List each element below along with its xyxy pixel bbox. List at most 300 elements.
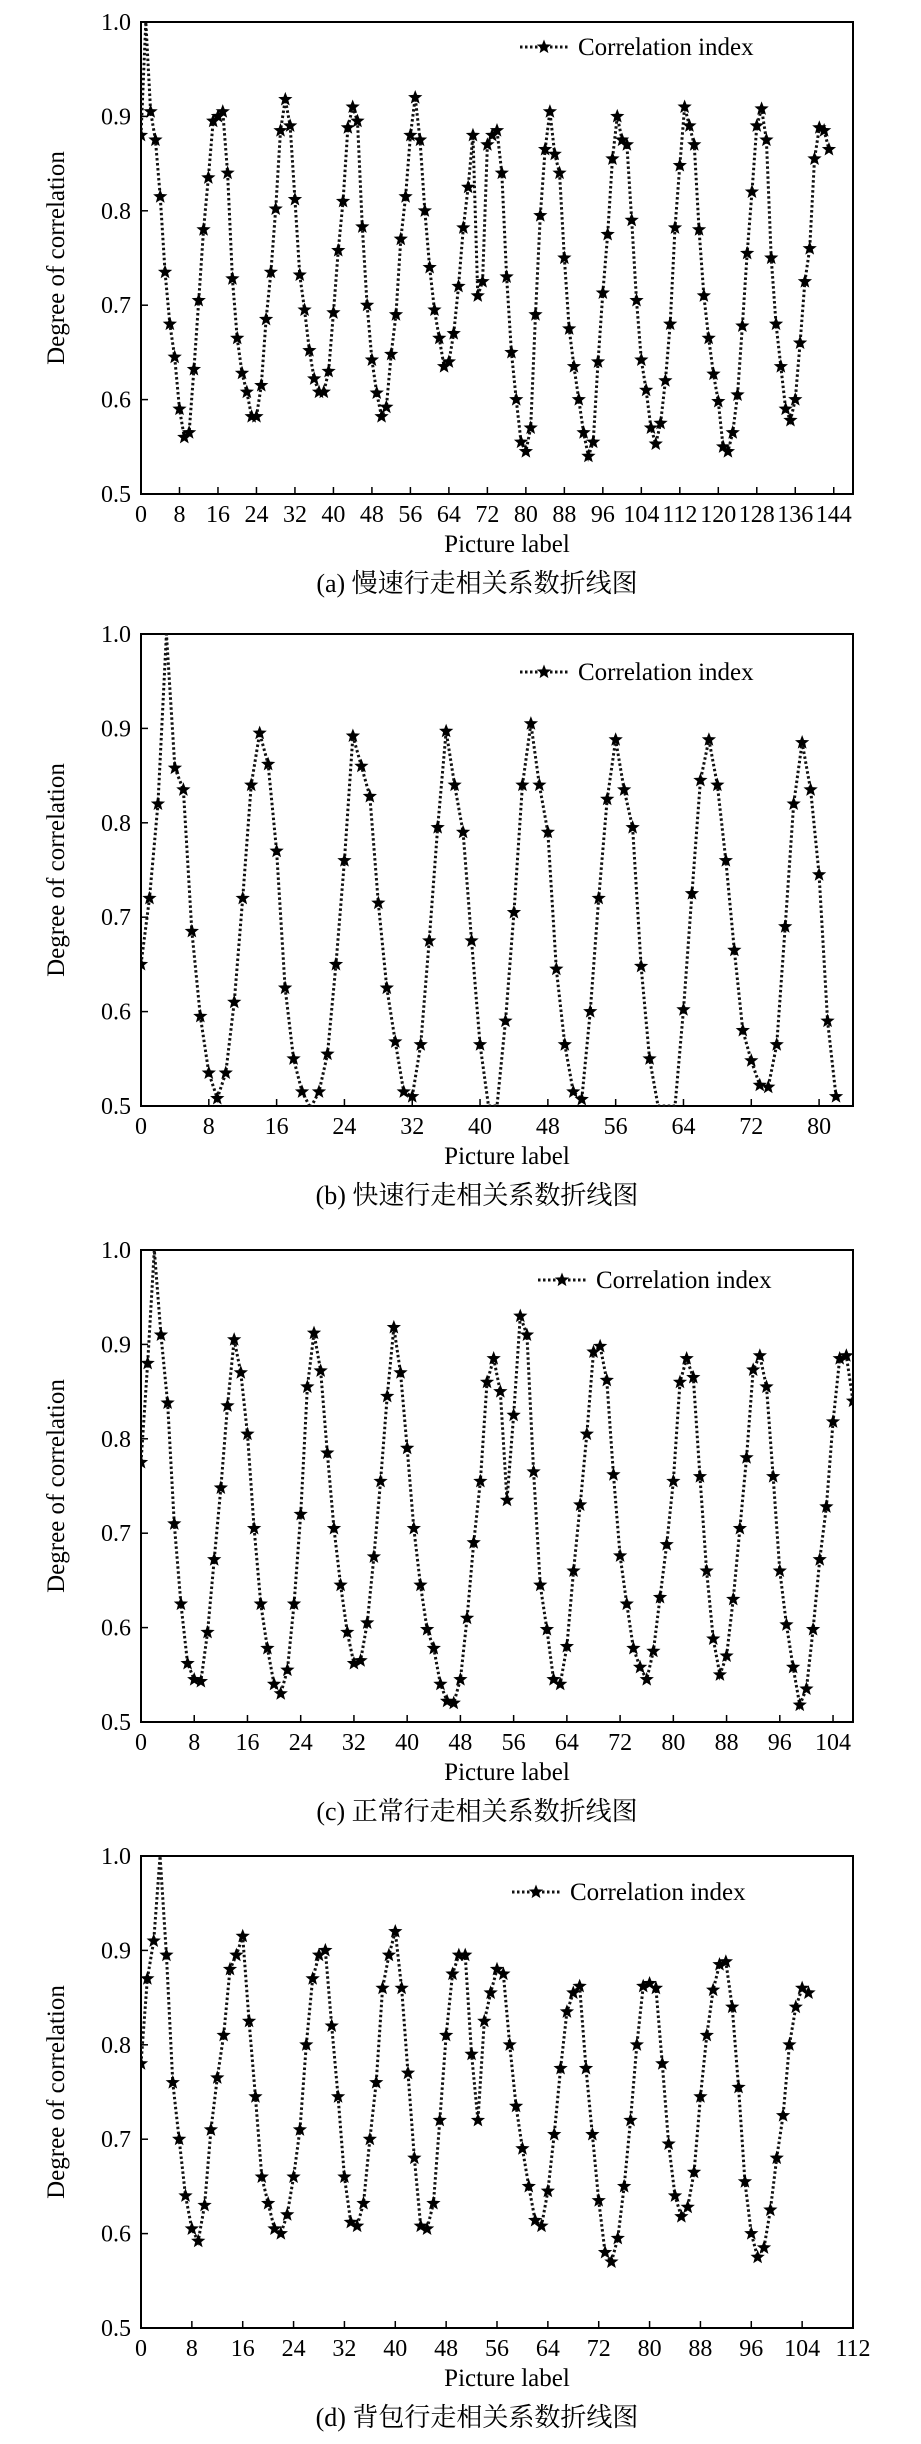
data-point	[453, 1672, 467, 1686]
y-axis-title: Degree of correlation	[43, 151, 70, 365]
y-tick-label: 1.0	[101, 10, 131, 36]
chart-panel-1	[0, 610, 921, 1220]
data-point	[295, 1084, 309, 1098]
data-point	[473, 1474, 487, 1488]
y-axis-title: Degree of correlation	[43, 1985, 70, 2199]
series-line	[141, 1250, 853, 1705]
x-tick-label: 0	[135, 2336, 147, 2362]
data-point	[373, 1474, 387, 1488]
data-point	[646, 1644, 660, 1658]
data-point	[407, 1521, 421, 1535]
data-point	[191, 2234, 205, 2248]
data-point	[471, 2113, 485, 2127]
data-point	[178, 2188, 192, 2202]
data-point	[229, 1948, 243, 1962]
y-tick-label: 0.6	[101, 999, 131, 1026]
data-point	[706, 1631, 720, 1645]
x-tick-label: 72	[475, 502, 500, 528]
x-tick-label: 40	[395, 1730, 420, 1756]
y-tick-label: 0.5	[101, 1094, 131, 1120]
x-tick-label: 112	[662, 502, 698, 528]
y-tick-label: 0.8	[101, 198, 131, 225]
x-tick-label: 48	[434, 2336, 459, 2362]
data-point	[585, 2127, 599, 2141]
legend-star-icon	[529, 1885, 543, 1899]
data-point	[617, 2179, 631, 2193]
x-tick-label: 72	[586, 2336, 611, 2362]
y-tick-label: 0.9	[101, 1938, 131, 1965]
data-point	[380, 981, 394, 995]
x-tick-label: 0	[135, 502, 147, 528]
data-point	[464, 933, 478, 947]
data-point	[180, 1656, 194, 1670]
x-tick-label: 40	[383, 2336, 408, 2362]
data-point	[395, 1981, 409, 1995]
x-tick-label: 8	[188, 1730, 201, 1756]
data-point	[293, 267, 307, 281]
data-point	[766, 1469, 780, 1483]
y-tick-label: 0.8	[101, 1426, 131, 1453]
data-point	[799, 1681, 813, 1695]
legend	[512, 1879, 746, 1906]
data-point	[269, 844, 283, 858]
data-point	[757, 2240, 771, 2254]
data-point	[456, 825, 470, 839]
x-tick-label: 48	[448, 1730, 473, 1756]
data-point	[543, 104, 557, 118]
x-tick-label: 96	[767, 1730, 792, 1756]
x-tick-label: 104	[784, 2336, 821, 2362]
data-point	[744, 1053, 758, 1067]
data-point	[286, 2169, 300, 2183]
data-point	[288, 192, 302, 206]
data-point	[142, 891, 156, 905]
data-point	[225, 271, 239, 285]
x-tick-label: 8	[173, 502, 186, 528]
data-point	[194, 1674, 208, 1688]
chart-panel-0	[0, 0, 921, 610]
data-point	[549, 962, 563, 976]
series-group	[134, 634, 843, 1108]
x-tick-label: 56	[485, 2336, 509, 2362]
data-point	[515, 2141, 529, 2155]
data-point	[498, 1014, 512, 1028]
data-point	[227, 995, 241, 1009]
data-point	[547, 2127, 561, 2141]
data-point	[666, 1474, 680, 1488]
x-tick-label: 88	[552, 502, 577, 528]
x-tick-label: 144	[815, 502, 852, 528]
data-point	[219, 1065, 233, 1079]
x-tick-label: 16	[205, 502, 230, 528]
data-point	[254, 378, 268, 392]
y-tick-label: 0.8	[101, 2032, 131, 2059]
data-point	[220, 1398, 234, 1412]
data-point	[803, 241, 817, 255]
data-point	[312, 1084, 326, 1098]
data-point	[807, 151, 821, 165]
data-point	[560, 2004, 574, 2018]
data-point	[367, 1549, 381, 1563]
data-point	[552, 166, 566, 180]
data-point	[374, 409, 388, 423]
data-point	[699, 1563, 713, 1577]
data-point	[400, 1441, 414, 1455]
data-point	[573, 1497, 587, 1511]
x-tick-label: 16	[264, 1114, 289, 1140]
plot-frame	[141, 1856, 853, 2328]
data-point	[625, 820, 639, 834]
data-point	[630, 2037, 644, 2051]
data-point	[371, 896, 385, 910]
data-point	[740, 246, 754, 260]
y-axis-title: Degree of correlation	[43, 1379, 70, 1593]
data-point	[176, 782, 190, 796]
x-tick-label: 40	[321, 502, 346, 528]
x-tick-label: 80	[637, 2336, 662, 2362]
x-tick-label: 80	[807, 1114, 832, 1140]
data-point	[350, 114, 364, 128]
data-point	[230, 331, 244, 345]
legend-label: Correlation index	[570, 1879, 746, 1906]
y-tick-label: 0.6	[101, 387, 131, 414]
data-point	[761, 1080, 775, 1094]
data-point	[726, 1592, 740, 1606]
figure-caption: (d) 背包行走相关系数折线图	[315, 2403, 639, 2432]
data-point	[484, 1985, 498, 1999]
data-point	[471, 288, 485, 302]
x-tick-label: 16	[230, 2336, 255, 2362]
legend-label: Correlation index	[578, 659, 754, 686]
figure-caption: (c) 正常行走相关系数折线图	[316, 1797, 638, 1826]
data-point	[360, 298, 374, 312]
data-point	[745, 184, 759, 198]
data-point	[601, 227, 615, 241]
y-tick-label: 0.9	[101, 1332, 131, 1359]
data-point	[812, 867, 826, 881]
series-line	[141, 634, 836, 1108]
data-point	[326, 305, 340, 319]
data-point	[509, 392, 523, 406]
data-point	[278, 981, 292, 995]
data-point	[477, 2014, 491, 2028]
data-point	[503, 2037, 517, 2051]
x-tick-label: 64	[554, 1730, 579, 1756]
x-tick-label: 56	[603, 1114, 628, 1140]
data-point	[269, 201, 283, 215]
data-point	[480, 137, 494, 151]
data-point	[700, 2028, 714, 2042]
data-point	[770, 1037, 784, 1051]
data-point	[629, 293, 643, 307]
data-point	[726, 425, 740, 439]
data-point	[306, 1971, 320, 1985]
data-point	[307, 371, 321, 385]
series-group	[134, 22, 836, 462]
y-tick-label: 0.8	[101, 810, 131, 837]
x-tick-label: 24	[288, 1730, 313, 1756]
y-tick-label: 0.6	[101, 2221, 131, 2248]
x-axis-title: Picture label	[444, 1143, 570, 1170]
data-point	[783, 413, 797, 427]
data-point	[706, 1983, 720, 1997]
data-point	[363, 2132, 377, 2146]
data-point	[388, 1034, 402, 1048]
data-point	[567, 359, 581, 373]
x-tick-label: 64	[535, 2336, 560, 2362]
x-tick-label: 64	[436, 502, 461, 528]
x-tick-label: 72	[739, 1114, 764, 1140]
x-tick-label: 0	[135, 1114, 147, 1140]
data-point	[806, 1622, 820, 1636]
data-point	[746, 1362, 760, 1376]
data-point	[235, 366, 249, 380]
x-axis-title: Picture label	[444, 2365, 570, 2392]
data-point	[423, 260, 437, 274]
data-point	[598, 2245, 612, 2259]
data-point	[702, 331, 716, 345]
data-point	[325, 2018, 339, 2032]
x-tick-label: 56	[501, 1730, 526, 1756]
x-tick-label: 32	[400, 1114, 425, 1140]
data-point	[640, 1672, 654, 1686]
data-point	[261, 2196, 275, 2210]
data-point	[583, 1004, 597, 1018]
data-point	[394, 232, 408, 246]
data-point	[356, 2196, 370, 2210]
x-tick-label: 80	[661, 1730, 686, 1756]
series-group	[134, 1856, 816, 2268]
data-point	[380, 1389, 394, 1403]
data-point	[247, 1521, 261, 1535]
x-tick-label: 96	[739, 2336, 764, 2362]
y-tick-label: 1.0	[101, 1844, 131, 1870]
y-tick-label: 0.7	[101, 293, 131, 320]
x-tick-label: 72	[608, 1730, 633, 1756]
data-point	[451, 279, 465, 293]
data-point	[201, 170, 215, 184]
data-point	[147, 1933, 161, 1947]
data-point	[625, 213, 639, 227]
data-point	[744, 2226, 758, 2240]
data-point	[668, 220, 682, 234]
data-point	[733, 1521, 747, 1535]
data-point	[623, 2113, 637, 2127]
data-point	[649, 436, 663, 450]
data-point	[240, 385, 254, 399]
data-point	[788, 392, 802, 406]
data-point	[813, 1552, 827, 1566]
x-tick-label: 16	[235, 1730, 260, 1756]
y-tick-label: 0.6	[101, 1615, 131, 1642]
data-point	[753, 1078, 767, 1092]
data-point	[234, 1365, 248, 1379]
x-tick-label: 112	[835, 2336, 871, 2362]
legend-label: Correlation index	[596, 1267, 772, 1294]
x-tick-label: 48	[535, 1114, 560, 1140]
y-axis-title: Degree of correlation	[43, 763, 70, 977]
legend	[538, 1267, 772, 1294]
x-tick-label: 88	[688, 2336, 713, 2362]
data-point	[763, 2203, 777, 2217]
x-tick-label: 24	[332, 1114, 357, 1140]
y-tick-label: 0.5	[101, 482, 131, 508]
data-point	[774, 359, 788, 373]
legend-label: Correlation index	[578, 34, 754, 61]
chart-panel-2	[0, 1220, 921, 1830]
data-point	[500, 1493, 514, 1507]
data-point	[639, 383, 653, 397]
data-point	[507, 905, 521, 919]
data-point	[300, 1379, 314, 1393]
y-tick-label: 0.7	[101, 1521, 131, 1548]
y-tick-label: 1.0	[101, 1238, 131, 1264]
x-tick-label: 120	[700, 502, 737, 528]
x-tick-label: 56	[398, 502, 423, 528]
data-point	[365, 352, 379, 366]
data-point	[681, 2200, 695, 2214]
x-tick-label: 104	[815, 1730, 852, 1756]
data-point	[314, 1363, 328, 1377]
x-tick-label: 32	[341, 1730, 366, 1756]
data-point	[493, 1384, 507, 1398]
legend-star-icon	[537, 40, 551, 54]
data-point	[803, 782, 817, 796]
data-point	[168, 761, 182, 775]
data-point	[820, 1014, 834, 1028]
x-tick-label: 24	[244, 502, 269, 528]
data-point	[414, 1037, 428, 1051]
data-point	[829, 1089, 843, 1103]
data-point	[331, 2089, 345, 2103]
data-point	[456, 220, 470, 234]
plot-frame	[141, 1250, 853, 1722]
data-point	[613, 1548, 627, 1562]
data-point	[267, 1677, 281, 1691]
x-tick-label: 88	[714, 1730, 739, 1756]
legend	[520, 659, 754, 686]
x-tick-label: 32	[332, 2336, 357, 2362]
x-tick-label: 128	[738, 502, 775, 528]
data-point	[401, 2066, 415, 2080]
figure-caption: (b) 快速行走相关系数折线图	[315, 1181, 639, 1210]
data-point	[524, 420, 538, 434]
y-tick-label: 0.7	[101, 905, 131, 932]
y-tick-label: 0.7	[101, 2127, 131, 2154]
data-point	[280, 1663, 294, 1677]
data-point	[735, 318, 749, 332]
x-tick-label: 8	[185, 2336, 198, 2362]
data-point	[793, 1698, 807, 1712]
data-point	[693, 773, 707, 787]
data-point	[787, 796, 801, 810]
y-tick-label: 0.9	[101, 716, 131, 743]
data-point	[278, 92, 292, 106]
data-point	[197, 2198, 211, 2212]
legend-star-icon	[555, 1273, 569, 1287]
data-point	[240, 1427, 254, 1441]
data-point	[662, 2136, 676, 2150]
data-point	[600, 1373, 614, 1387]
data-point	[676, 1002, 690, 1016]
data-point	[634, 352, 648, 366]
data-point	[633, 1660, 647, 1674]
figure-caption: (a) 慢速行走相关系数折线图	[316, 569, 638, 598]
data-point	[606, 1467, 620, 1481]
legend-star-icon	[537, 665, 551, 679]
data-point	[382, 1948, 396, 1962]
data-point	[214, 1480, 228, 1494]
data-point	[158, 265, 172, 279]
data-point	[711, 394, 725, 408]
x-axis-title: Picture label	[444, 531, 570, 558]
data-point	[779, 402, 793, 416]
data-point	[673, 1375, 687, 1389]
y-tick-label: 0.5	[101, 2316, 131, 2342]
data-point	[580, 1427, 594, 1441]
data-point	[259, 312, 273, 326]
series-group	[134, 1250, 860, 1711]
data-point	[210, 2070, 224, 2084]
data-point	[422, 933, 436, 947]
x-tick-label: 40	[468, 1114, 493, 1140]
x-tick-label: 24	[281, 2336, 306, 2362]
x-tick-label: 136	[777, 502, 814, 528]
data-point	[153, 189, 167, 203]
data-point	[759, 1379, 773, 1393]
x-tick-label: 96	[590, 502, 615, 528]
data-point	[407, 2151, 421, 2165]
data-point	[236, 891, 250, 905]
y-tick-label: 0.9	[101, 104, 131, 131]
data-point	[557, 251, 571, 265]
data-point	[634, 959, 648, 973]
data-point	[759, 133, 773, 147]
x-axis-title: Picture label	[444, 1759, 570, 1786]
legend	[520, 34, 754, 61]
y-tick-label: 1.0	[101, 622, 131, 648]
data-point	[519, 444, 533, 458]
x-tick-label: 48	[359, 502, 384, 528]
data-point	[541, 2184, 555, 2198]
data-point	[166, 2075, 180, 2089]
data-point	[185, 2221, 199, 2235]
data-point	[558, 1037, 572, 1051]
data-point	[532, 778, 546, 792]
x-tick-label: 8	[202, 1114, 215, 1140]
data-point	[779, 1617, 793, 1631]
x-tick-label: 32	[282, 502, 307, 528]
data-point	[297, 302, 311, 316]
data-point	[822, 142, 836, 156]
y-tick-label: 0.5	[101, 1710, 131, 1736]
data-point	[773, 1563, 787, 1577]
data-point	[776, 2108, 790, 2122]
chart-panel-3	[0, 1830, 921, 2444]
x-tick-label: 64	[671, 1114, 696, 1140]
data-point	[447, 1696, 461, 1710]
data-point	[168, 350, 182, 364]
x-tick-label: 0	[135, 1730, 147, 1756]
data-point	[220, 166, 234, 180]
data-point	[789, 2000, 803, 2014]
data-point	[566, 1084, 580, 1098]
data-point	[200, 1625, 214, 1639]
data-point	[333, 1578, 347, 1592]
x-tick-label: 80	[513, 502, 538, 528]
data-point	[658, 373, 672, 387]
data-point	[620, 1597, 634, 1611]
